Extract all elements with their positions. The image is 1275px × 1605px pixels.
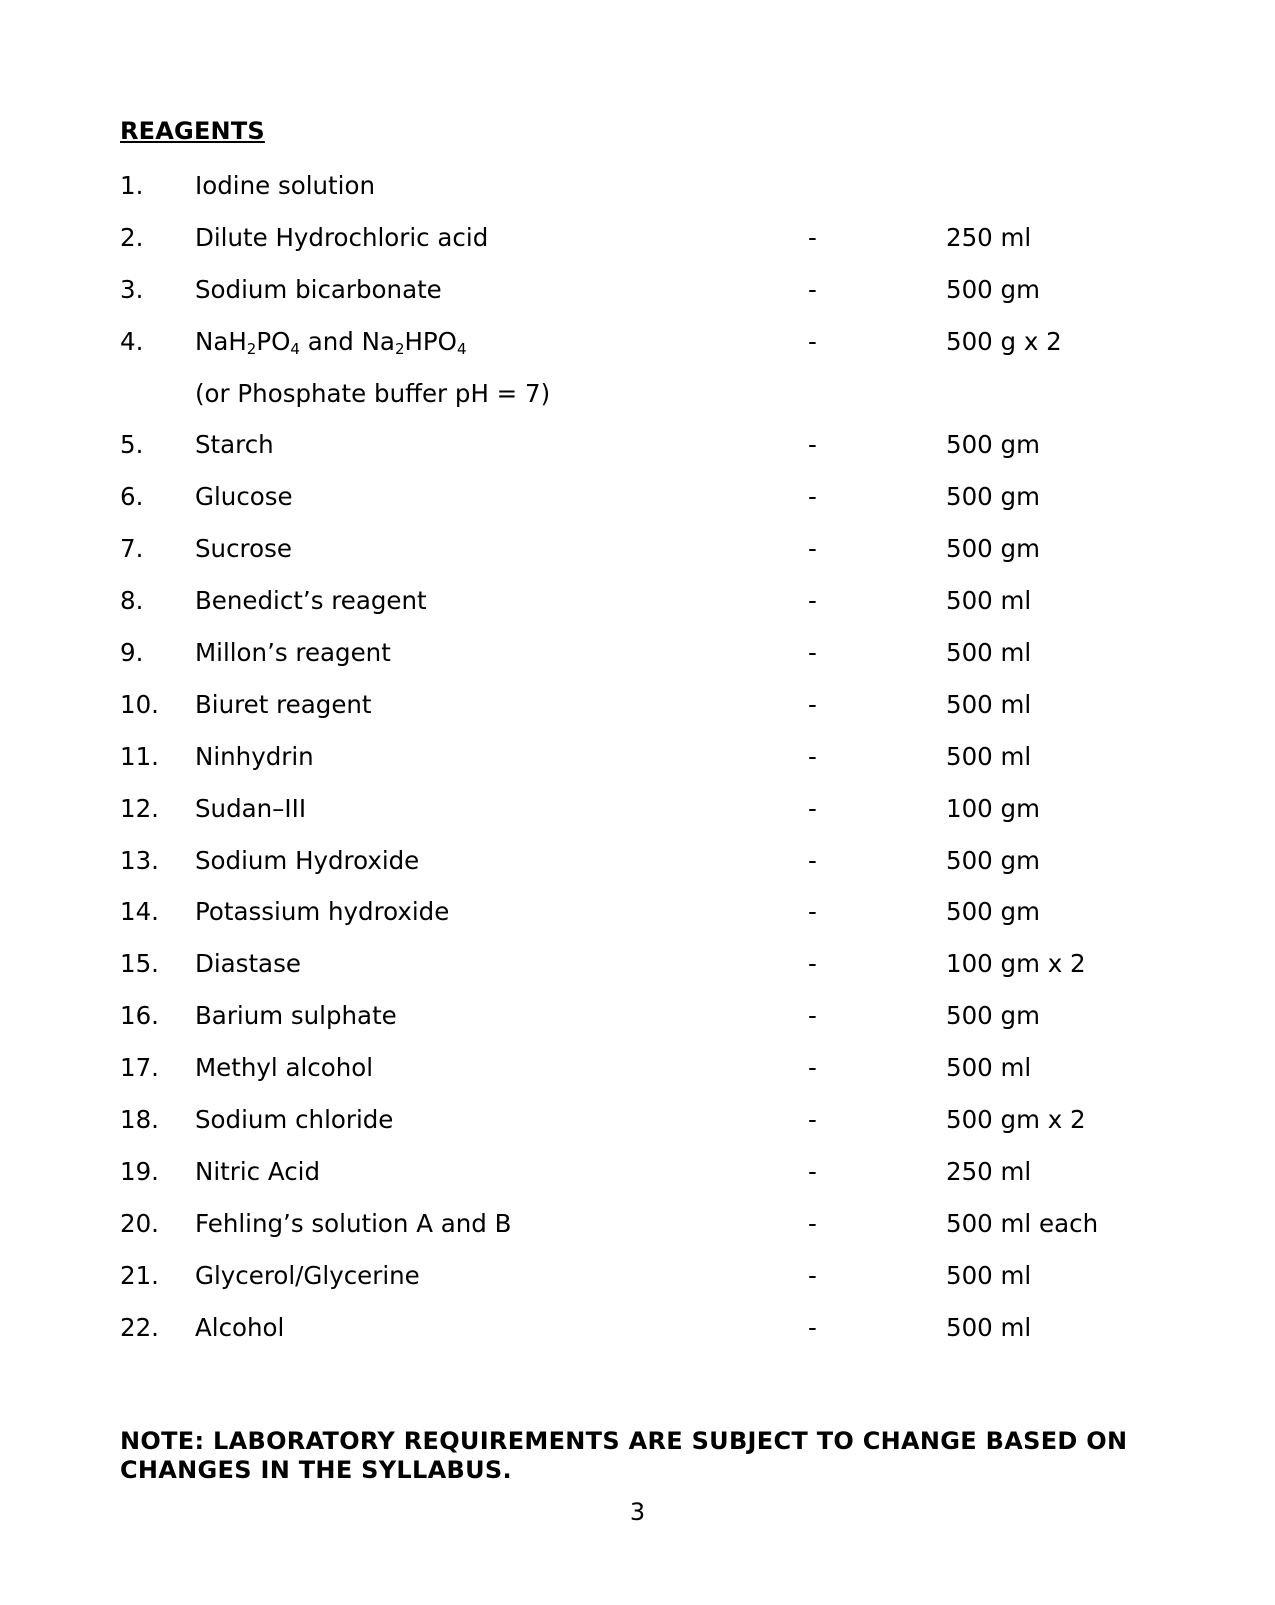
list-item (120, 160, 1180, 212)
item-dash: - (808, 845, 817, 875)
list-item (120, 316, 1180, 368)
item-quantity: 500 gm (946, 1001, 1040, 1031)
item-number: 17. (120, 1053, 159, 1083)
item-quantity: 250 ml (946, 222, 1032, 252)
item-dash: - (808, 1208, 817, 1238)
list-item (120, 523, 1180, 575)
item-dash: - (808, 1105, 817, 1135)
item-quantity: 500 g x 2 (946, 326, 1062, 356)
item-name: Sudan–III (195, 793, 307, 823)
formula-part: HPO (404, 326, 457, 356)
item-dash: - (808, 1312, 817, 1342)
item-name: Ninhydrin (195, 741, 314, 771)
list-item (120, 627, 1180, 679)
formula-subscript: 4 (456, 339, 467, 358)
formula-subscript: 2 (394, 339, 405, 358)
list-item (120, 212, 1180, 264)
item-quantity: 500 gm (946, 430, 1040, 460)
item-name: Glycerol/Glycerine (195, 1260, 420, 1290)
item-name: Diastase (195, 949, 301, 979)
list-item (120, 575, 1180, 627)
item-name: Barium sulphate (195, 1001, 397, 1031)
item-quantity: 500 ml (946, 741, 1032, 771)
item-number: 9. (120, 638, 144, 668)
formula-part: NaH (195, 326, 247, 356)
item-number: 8. (120, 586, 144, 616)
item-number: 20. (120, 1208, 159, 1238)
section-heading: REAGENTS (120, 117, 265, 145)
list-item (120, 938, 1180, 990)
list-item (120, 1094, 1180, 1146)
item-name: Iodine solution (195, 171, 375, 200)
item-name: Biuret reagent (195, 689, 372, 719)
item-quantity: 100 gm (946, 793, 1040, 823)
item-number: 21. (120, 1260, 159, 1290)
item-number: 13. (120, 845, 159, 875)
item-number: 15. (120, 949, 159, 979)
item-number: 18. (120, 1105, 159, 1135)
item-number: 4. (120, 326, 144, 356)
item-dash: - (808, 638, 817, 668)
item-name: Sodium bicarbonate (195, 274, 442, 304)
item-quantity: 500 gm (946, 845, 1040, 875)
item-quantity: 500 ml (946, 1260, 1032, 1290)
item-dash: - (808, 222, 817, 252)
item-quantity: 500 gm (946, 482, 1040, 512)
item-name: Starch (195, 430, 274, 460)
list-item-note (120, 368, 1180, 420)
item-dash: - (808, 1156, 817, 1186)
item-number: 5. (120, 430, 144, 460)
item-name: Sucrose (195, 534, 292, 564)
syllabus-note: NOTE: LABORATORY REQUIREMENTS ARE SUBJECT TO CHANGE BASED ON CHANGES IN THE SYLLABUS. (120, 1427, 1128, 1484)
reagent-list (120, 160, 1180, 1353)
item-dash: - (808, 1001, 817, 1031)
item-name: Benedict’s reagent (195, 586, 427, 616)
item-name: (or Phosphate buffer pH = 7) (195, 378, 551, 408)
list-item (120, 419, 1180, 471)
item-number: 22. (120, 1312, 159, 1342)
item-dash: - (808, 534, 817, 564)
item-name: Nitric Acid (195, 1156, 321, 1186)
item-name: Potassium hydroxide (195, 897, 450, 927)
item-formula (195, 316, 467, 368)
item-dash: - (808, 1053, 817, 1083)
item-dash: - (808, 689, 817, 719)
item-name: Fehling’s solution A and B (195, 1208, 512, 1238)
item-quantity: 500 gm (946, 274, 1040, 304)
item-name: Dilute Hydrochloric acid (195, 222, 489, 252)
item-number: 6. (120, 482, 144, 512)
item-name: Glucose (195, 482, 293, 512)
item-quantity: 250 ml (946, 1156, 1032, 1186)
item-quantity: 500 gm (946, 897, 1040, 927)
item-number: 14. (120, 897, 159, 927)
item-number: 11. (120, 741, 159, 771)
item-quantity: 500 ml each (946, 1208, 1099, 1238)
item-number: 19. (120, 1156, 159, 1186)
list-item (120, 1146, 1180, 1198)
item-number: 3. (120, 274, 144, 304)
item-name: Methyl alcohol (195, 1053, 374, 1083)
item-dash: - (808, 1260, 817, 1290)
item-name: Sodium Hydroxide (195, 845, 420, 875)
list-item (120, 731, 1180, 783)
item-dash: - (808, 741, 817, 771)
list-item (120, 1302, 1180, 1354)
item-number: 1. (120, 171, 144, 200)
item-name: Millon’s reagent (195, 638, 391, 668)
list-item (120, 471, 1180, 523)
formula-part: PO (256, 326, 291, 356)
item-number: 7. (120, 534, 144, 564)
list-item (120, 990, 1180, 1042)
formula-part: and Na (299, 326, 395, 356)
formula-subscript: 4 (290, 339, 300, 358)
item-dash: - (808, 586, 817, 616)
list-item (120, 1250, 1180, 1302)
item-dash: - (808, 326, 817, 356)
item-quantity: 500 ml (946, 638, 1032, 668)
item-name: Sodium chloride (195, 1105, 394, 1135)
list-item (120, 1198, 1180, 1250)
item-name: Alcohol (195, 1312, 285, 1342)
formula-subscript: 2 (246, 339, 257, 358)
item-dash: - (808, 949, 817, 979)
item-number: 16. (120, 1001, 159, 1031)
item-dash: - (808, 482, 817, 512)
list-item (120, 679, 1180, 731)
item-quantity: 500 ml (946, 1312, 1032, 1342)
item-quantity: 500 ml (946, 586, 1032, 616)
list-item (120, 264, 1180, 316)
item-number: 2. (120, 222, 144, 252)
list-item (120, 1042, 1180, 1094)
page-number: 3 (629, 1498, 646, 1526)
list-item (120, 886, 1180, 938)
item-dash: - (808, 430, 817, 460)
item-number: 12. (120, 793, 159, 823)
item-quantity: 500 ml (946, 1053, 1032, 1083)
item-dash: - (808, 793, 817, 823)
item-dash: - (808, 274, 817, 304)
item-dash: - (808, 897, 817, 927)
item-quantity: 500 gm (946, 534, 1040, 564)
item-number: 10. (120, 689, 159, 719)
item-quantity: 100 gm x 2 (946, 949, 1086, 979)
item-quantity: 500 ml (946, 689, 1032, 719)
list-item (120, 835, 1180, 887)
item-quantity: 500 gm x 2 (946, 1105, 1086, 1135)
list-item (120, 783, 1180, 835)
